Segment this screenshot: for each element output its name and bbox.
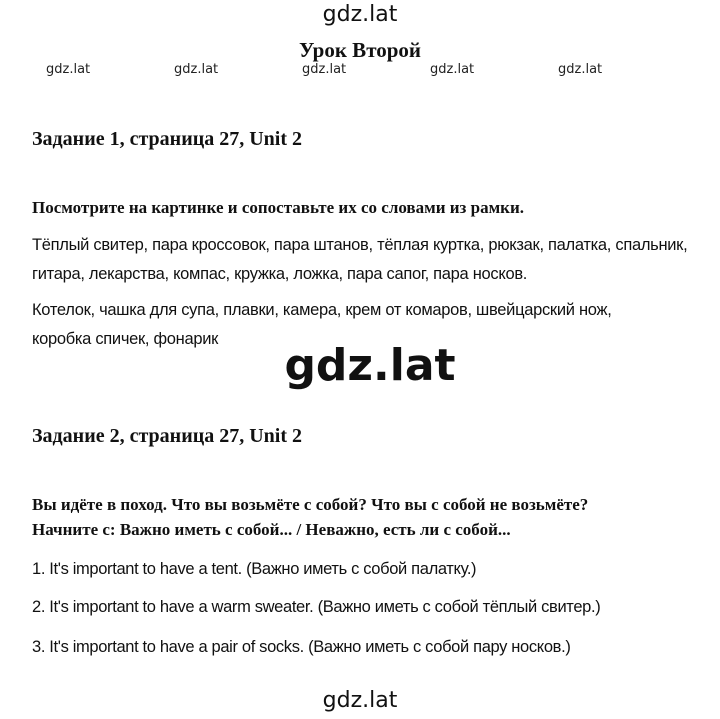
lesson-title: Урок Второй — [298, 38, 422, 62]
task2-heading: Задание 2, страница 27, Unit 2 — [32, 425, 303, 447]
task1-paragraph-1: Тёплый свитер, пара кроссовок, пара штанов, тёплая куртка, рюкзак, палатка, спальник, гитара, лекарства, компас, кружка, ложка, пара сапог, пара носков. — [32, 236, 688, 283]
watermark-top: gdz.lat — [322, 2, 398, 27]
watermark-row — [0, 62, 720, 82]
task2-instruction-line-2: Начните с: Важно иметь с собой... / Неважно, есть ли с собой... — [32, 520, 511, 539]
watermark-small: gdz.lat — [46, 62, 91, 77]
task1-paragraph-2: Котелок, чашка для супа, плавки, камера, крем от комаров, швейцарский нож, коробка спичек, фонарик — [32, 301, 612, 348]
task1-heading: Задание 1, страница 27, Unit 2 — [32, 128, 303, 150]
task1-instruction: Посмотрите на картинке и сопоставьте их со словами из рамки. — [32, 198, 524, 217]
answer-item: 3. It's important to have a pair of socks. (Важно иметь с собой пару носков.) — [32, 638, 571, 656]
watermark-bottom: gdz.lat — [322, 688, 398, 713]
watermark-small: gdz.lat — [430, 62, 475, 77]
answer-item: 1. It's important to have a tent. (Важно иметь с собой палатку.) — [32, 560, 477, 578]
answer-item: 2. It's important to have a warm sweater. (Важно иметь с собой тёплый свитер.) — [32, 598, 601, 616]
task2-instruction-line-1: Вы идёте в поход. Что вы возьмёте с собой? Что вы с собой не возьмёте? — [32, 495, 589, 514]
watermark-small: gdz.lat — [174, 62, 219, 77]
watermark-small: gdz.lat — [302, 62, 347, 77]
watermark-middle: gdz.lat — [284, 340, 456, 391]
watermark-small: gdz.lat — [558, 62, 603, 77]
